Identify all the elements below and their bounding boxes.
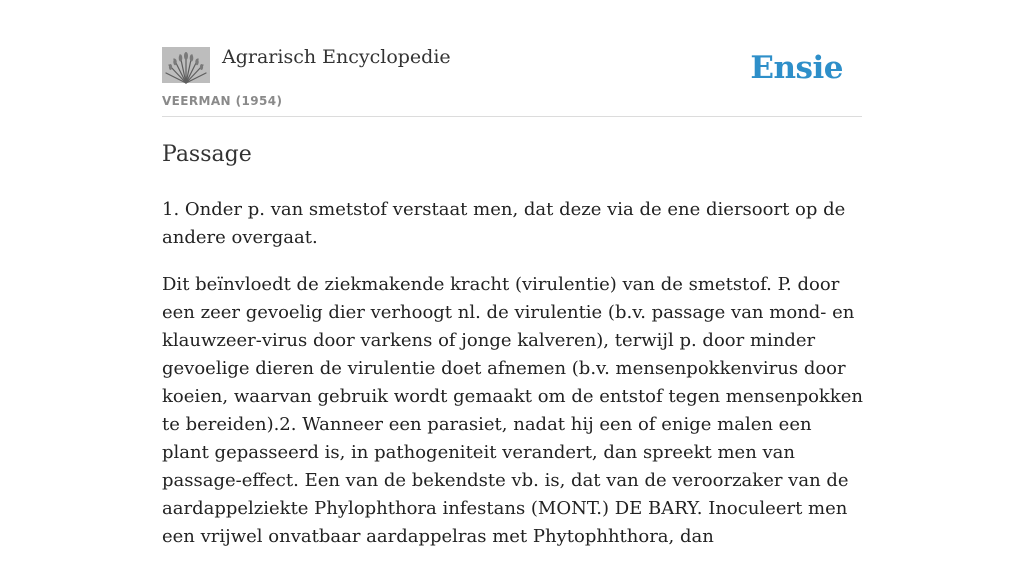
article-paragraph-1: 1. Onder p. van smetstof verstaat men, dat deze via de ene diersoort op de andere overgaat.: [162, 199, 846, 248]
wheat-logo-icon[interactable]: [162, 47, 210, 83]
site-header: [162, 44, 862, 117]
article-paragraph-2: Dit beïnvloedt de ziekmakende kracht (virulentie) van de smetstof. P. door een zeer gevoelig dier verhoogt nl. de virulentie (b.v. passage van mond- en klauwzeer-virus door varkens of jonge kalveren), terwijl p. door minder gevoelige dieren de virulentie doet afnemen (b.v. mensenpokkenvirus door koeien, waarvan gebruik wordt gemaakt om de entstof tegen mensenpokken te bereiden).2. Wanneer een parasiet, nadat hij een of enige malen een plant gepasseerd is, in pathogeniteit verandert, dan spreekt men van passage-effect. Een van de bekendste vb. is, dat van de veroorzaker van de aardappelziekte Phylophthora infestans (MONT.) DE BARY. Inoculeert men een vrijwel onvatbaar aardappelras met Phytophhthora, dan: [162, 274, 863, 547]
article: [162, 138, 864, 570]
article-title: Passage: [162, 142, 252, 167]
site-title[interactable]: Agrarisch Encyclopedie: [222, 46, 451, 68]
source-label: VEERMAN (1954): [162, 94, 283, 108]
ensie-brand-logo[interactable]: Ensie: [750, 50, 843, 86]
